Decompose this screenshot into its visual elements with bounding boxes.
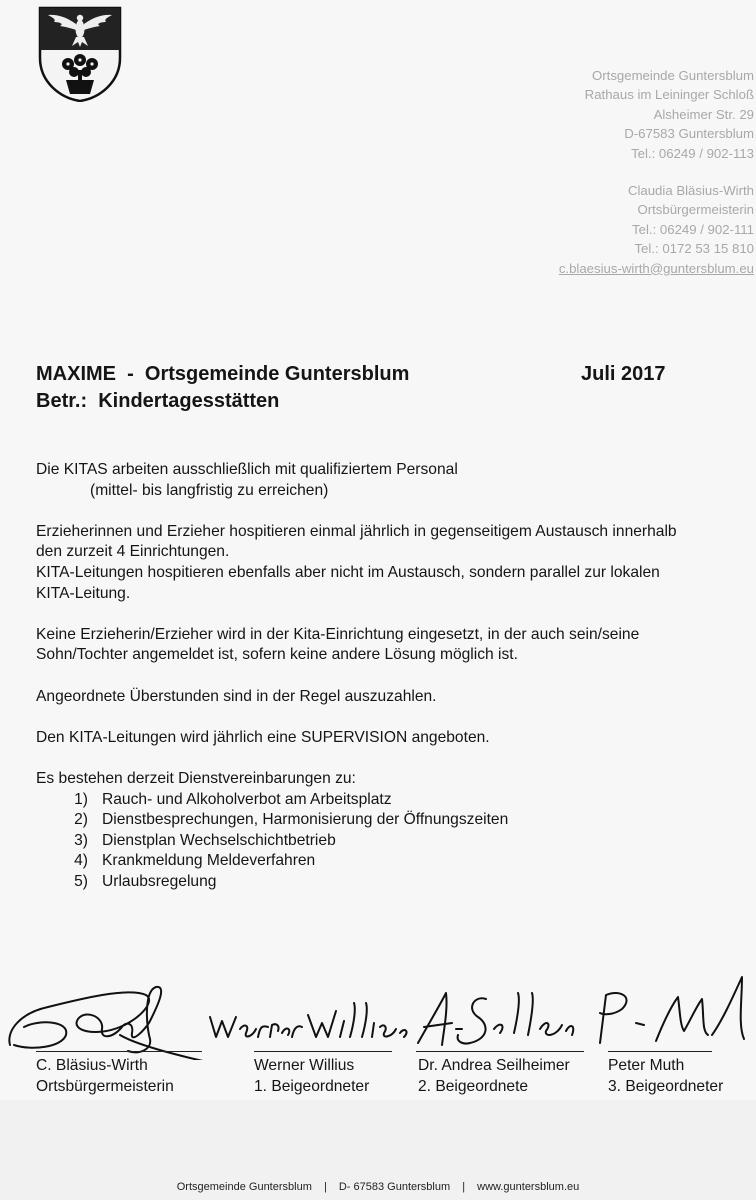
list-item: 1) Rauch- und Alkoholverbot am Arbeitsplatz [74, 790, 392, 808]
signatory-name: C. Bläsius-Wirth [36, 1057, 148, 1074]
paragraph: Die KITAS arbeiten ausschließlich mit qualifiziertem Personal (mittel- bis langfristig zu erreichen) [36, 461, 458, 499]
handwritten-signatures [0, 965, 756, 1060]
agreements-list [36, 790, 742, 893]
sender-role: Ortsbürgermeisterin [637, 202, 754, 218]
signatory-name: Dr. Andrea Seilheimer [418, 1057, 570, 1074]
signatory-title: 2. Beigeordnete [418, 1078, 529, 1095]
sender-address-line: Rathaus im Leininger Schloß [584, 87, 754, 103]
sender-street: Alsheimer Str. 29 [653, 106, 754, 122]
footer-website: www.guntersblum.eu [477, 1181, 580, 1193]
sender-org: Ortsgemeinde Guntersblum [592, 68, 754, 83]
signature-line [608, 1051, 712, 1052]
page-footer [0, 1181, 756, 1193]
signatory-title: Ortsbürgermeisterin [36, 1078, 174, 1095]
heading-date: Juli 2017 [581, 363, 666, 385]
list-item: 5) Urlaubsregelung [74, 872, 217, 890]
paragraph: Keine Erzieherin/Erzieher wird in der Kita-Einrichtung eingesetzt, in der auch sein/seine Sohn/Tochter angemeldet ist, sofern keine andere Lösung möglich ist. [36, 625, 640, 664]
heading-subject: Betr.: Kindertagesstätten [36, 390, 280, 412]
sender-address [434, 66, 754, 278]
sender-phone-2: Tel.: 06249 / 902-111 [632, 221, 754, 237]
coat-of-arms-icon [38, 6, 122, 102]
list-item: 4) Krankmeldung Meldeverfahren [74, 852, 316, 870]
signatory-name: Werner Willius [254, 1057, 355, 1074]
footer-city: D- 67583 Guntersblum [338, 1181, 451, 1193]
signatory-title: 3. Beigeordneter [608, 1078, 724, 1095]
sender-email: c.blaesius-wirth@guntersblum.eu [558, 260, 754, 276]
heading-title: MAXIME - Ortsgemeinde Guntersblum [36, 363, 410, 385]
paragraph: Es bestehen derzeit Dienstvereinbarungen zu: [36, 769, 356, 787]
sender-name: Claudia Bläsius-Wirth [627, 183, 754, 199]
signature-line [254, 1051, 392, 1052]
list-item: 3) Dienstplan Wechselschichtbetrieb [74, 831, 336, 849]
signature-line [36, 1051, 202, 1052]
signatory [418, 1055, 570, 1097]
sender-phone: Tel.: 06249 / 902-113 [631, 145, 754, 161]
footer-separator: | [323, 1181, 327, 1193]
footer-org: Ortsgemeinde Guntersblum [176, 1181, 312, 1193]
letter-body [36, 460, 742, 892]
footer-separator: | [462, 1181, 466, 1193]
list-item: 2) Dienstbesprechungen, Harmonisierung der Öffnungszeiten [74, 811, 509, 829]
signatory-title: 1. Beigeordneter [254, 1078, 370, 1095]
signatory [36, 1055, 174, 1097]
signatory-name: Peter Muth [608, 1057, 685, 1074]
signature-line [416, 1051, 584, 1052]
paragraph: Erzieherinnen und Erzieher hospitieren einmal jährlich in gegenseitigem Austausch innerhalb den zurzeit 4 Einrichtungen. KITA-Leitungen hospitieren ebenfalls aber nicht im Austausch, sondern parallel zur lokalen KITA-Leitung. [36, 522, 677, 602]
signatory [608, 1055, 723, 1097]
paragraph: Den KITA-Leitungen wird jährlich eine SUPERVISION angeboten. [36, 728, 490, 746]
signatory [254, 1055, 369, 1097]
signature-section [0, 965, 756, 1095]
letter-heading [36, 361, 726, 415]
paragraph: Angeordnete Überstunden sind in der Regel auszuzahlen. [36, 687, 437, 705]
sender-mobile: Tel.: 0172 53 15 810 [634, 241, 754, 257]
sender-city: D-67583 Guntersblum [624, 126, 754, 142]
